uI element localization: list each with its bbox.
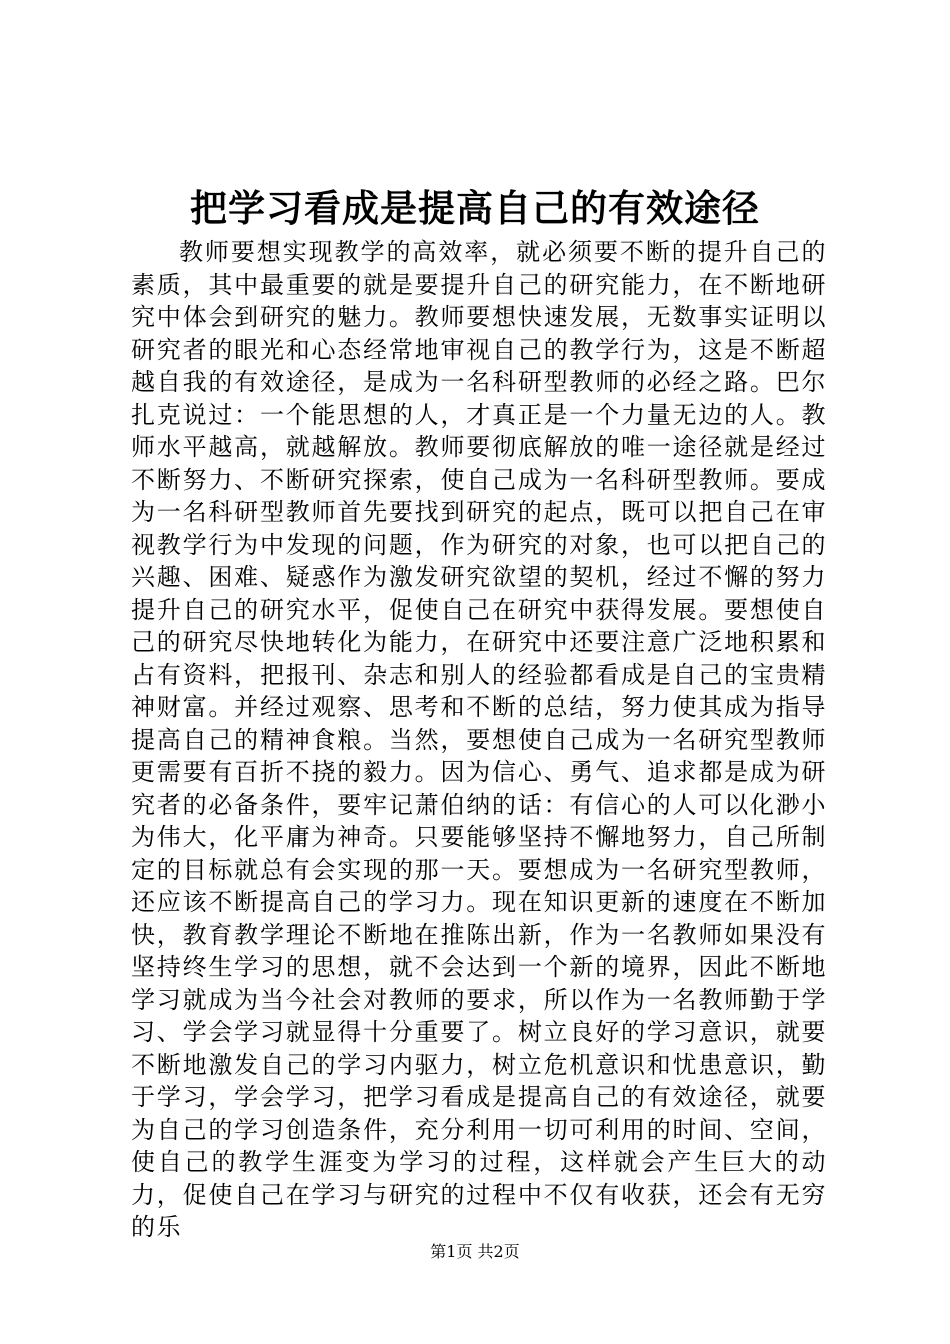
page-number-footer: 第1页 共2页: [430, 1242, 520, 1261]
body-paragraph: 教师要想实现教学的高效率，就必须要不断的提升自己的素质，其中最重要的就是要提升自己的研究能力，在不断地研究中体会到研究的魅力。教师要想快速发展，无数事实证明以研究者的眼光和心态经常地审视自己的教学行为，这是不断超越自我的有效途径，是成为一名科研型教师的必经之路。巴尔扎克说过：一个能思想的人，才真正是一个力量无边的人。教师水平越高，就越解放。教师要彻底解放的唯一途径就是经过不断努力、不断研究探索，使自己成为一名科研型教师。要成为一名科研型教师首先要找到研究的起点，既可以把自己在审视教学行为中发现的问题，作为研究的对象，也可以把自己的兴趣、困难、疑惑作为激发研究欲望的契机，经过不懈的努力提升自己的研究水平，促使自己在研究中获得发展。要想使自己的研究尽快地转化为能力，在研究中还要注意广泛地积累和占有资料，把报刊、杂志和别人的经验都看成是自己的宝贵精神财富。并经过观察、思考和不断的总结，努力使其成为指导提高自己的精神食粮。当然，要想使自己成为一名研究型教师更需要有百折不挠的毅力。因为信心、勇气、追求都是成为研究者的必备条件，要牢记萧伯纳的话：有信心的人可以化渺小为伟大，化平庸为神奇。只要能够坚持不懈地努力，自己所制定的目标就总有会实现的那一天。要想成为一名研究型教师，还应该不断提高自己的学习力。现在知识更新的速度在不断加快，教育教学理论不断地在推陈出新，作为一名教师如果没有坚持终生学习的思想，就不会达到一个新的境界，因此不断地学习就成为当今社会对教师的要求，所以作为一名教师勤于学习、学会学习就显得十分重要了。树立良好的学习意识，就要不断地激发自己的学习内驱力，树立危机意识和忧患意识，勤于学习，学会学习，把学习看成是提高自己的有效途径，就要为自己的学习创造条件，充分利用一切可利用的时间、空间，使自己的教学生涯变为学习的过程，这样就会产生巨大的动力，促使自己在学习与研究的过程中不仅有收获，还会有无穷的乐: [131, 238, 827, 1241]
document-title: 把学习看成是提高自己的有效途径: [190, 186, 760, 230]
